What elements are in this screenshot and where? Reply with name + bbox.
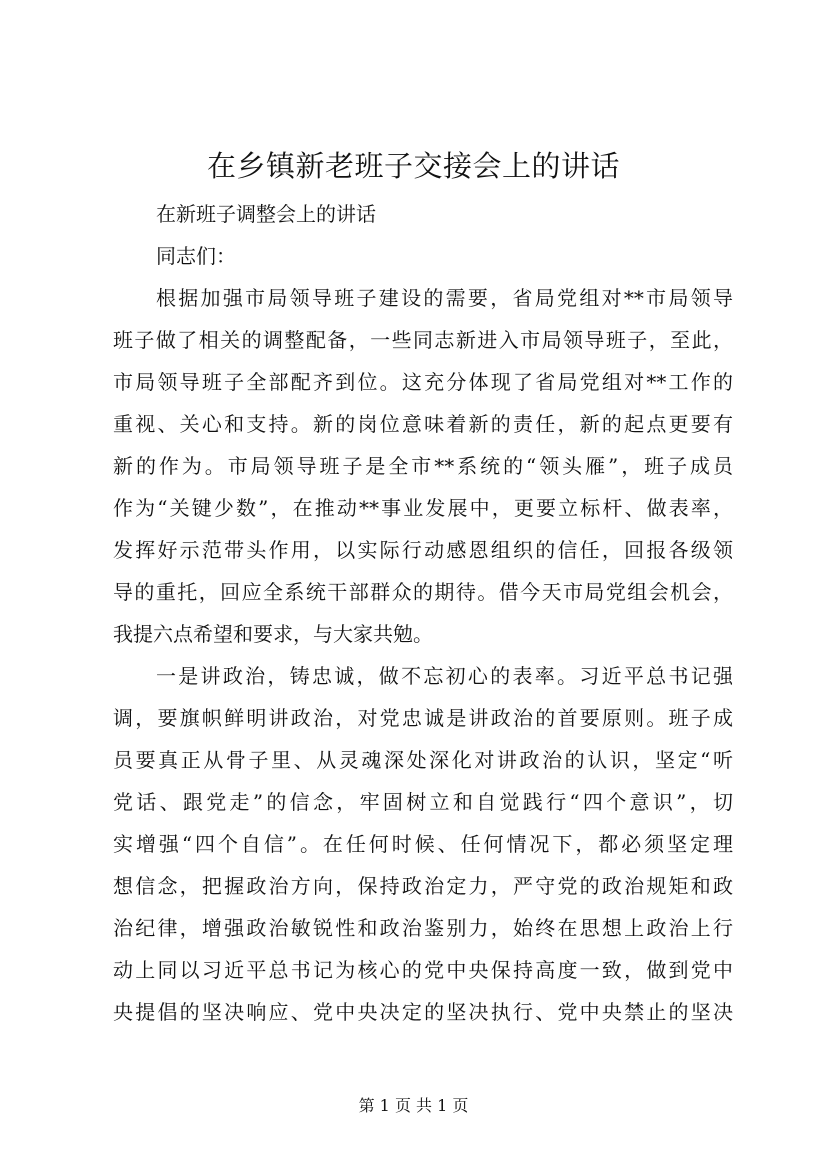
document-subtitle: 在新班子调整会上的讲话 bbox=[156, 202, 376, 226]
paragraph-2-line: 动上同以习近平总书记为核心的党中央保持高度一致，做到党中 bbox=[113, 958, 733, 982]
paragraph-2-line: 治纪律，增强政治敏锐性和政治鉴别力，始终在思想上政治上行 bbox=[113, 916, 733, 940]
paragraph-1-line: 市局领导班子全部配齐到位。这充分体现了省局党组对**工作的 bbox=[113, 370, 733, 394]
paragraph-1-line: 作为“关键少数”，在推动**事业发展中，更要立标杆、做表率， bbox=[113, 496, 733, 520]
paragraph-2-line: 实增强“四个自信”。在任何时候、任何情况下，都必须坚定理 bbox=[113, 832, 733, 856]
paragraph-1-line: 新的作为。市局领导班子是全市**系统的“领头雁”，班子成员 bbox=[113, 454, 733, 478]
page-number-footer: 第 1 页 共 1 页 bbox=[358, 1096, 469, 1115]
paragraph-1-line: 导的重托，回应全系统干部群众的期待。借今天市局党组会机会， bbox=[113, 580, 733, 604]
paragraph-2-line: 员要真正从骨子里、从灵魂深处深化对讲政治的认识，坚定“听 bbox=[113, 748, 733, 772]
paragraph-1-line: 班子做了相关的调整配备，一些同志新进入市局领导班子，至此， bbox=[113, 328, 733, 352]
salutation: 同志们： bbox=[156, 244, 236, 268]
paragraph-2-line: 调，要旗帜鲜明讲政治，对党忠诚是讲政治的首要原则。班子成 bbox=[113, 706, 733, 730]
paragraph-1-line: 发挥好示范带头作用，以实际行动感恩组织的信任，回报各级领 bbox=[113, 538, 733, 562]
paragraph-2-line: 党话、跟党走”的信念，牢固树立和自觉践行“四个意识”，切 bbox=[113, 790, 733, 814]
paragraph-2-line: 央提倡的坚决响应、党中央决定的坚决执行、党中央禁止的坚决 bbox=[113, 1000, 733, 1024]
document-title: 在乡镇新老班子交接会上的讲话 bbox=[206, 149, 620, 183]
paragraph-2-line: 想信念，把握政治方向，保持政治定力，严守党的政治规矩和政 bbox=[113, 874, 733, 898]
paragraph-1-line: 根据加强市局领导班子建设的需要，省局党组对**市局领导 bbox=[156, 286, 733, 310]
paragraph-2-line: 一是讲政治，铸忠诚，做不忘初心的表率。习近平总书记强 bbox=[156, 664, 733, 688]
paragraph-1-line: 我提六点希望和要求，与大家共勉。 bbox=[113, 622, 433, 646]
paragraph-1-line: 重视、关心和支持。新的岗位意味着新的责任，新的起点更要有 bbox=[113, 412, 733, 436]
